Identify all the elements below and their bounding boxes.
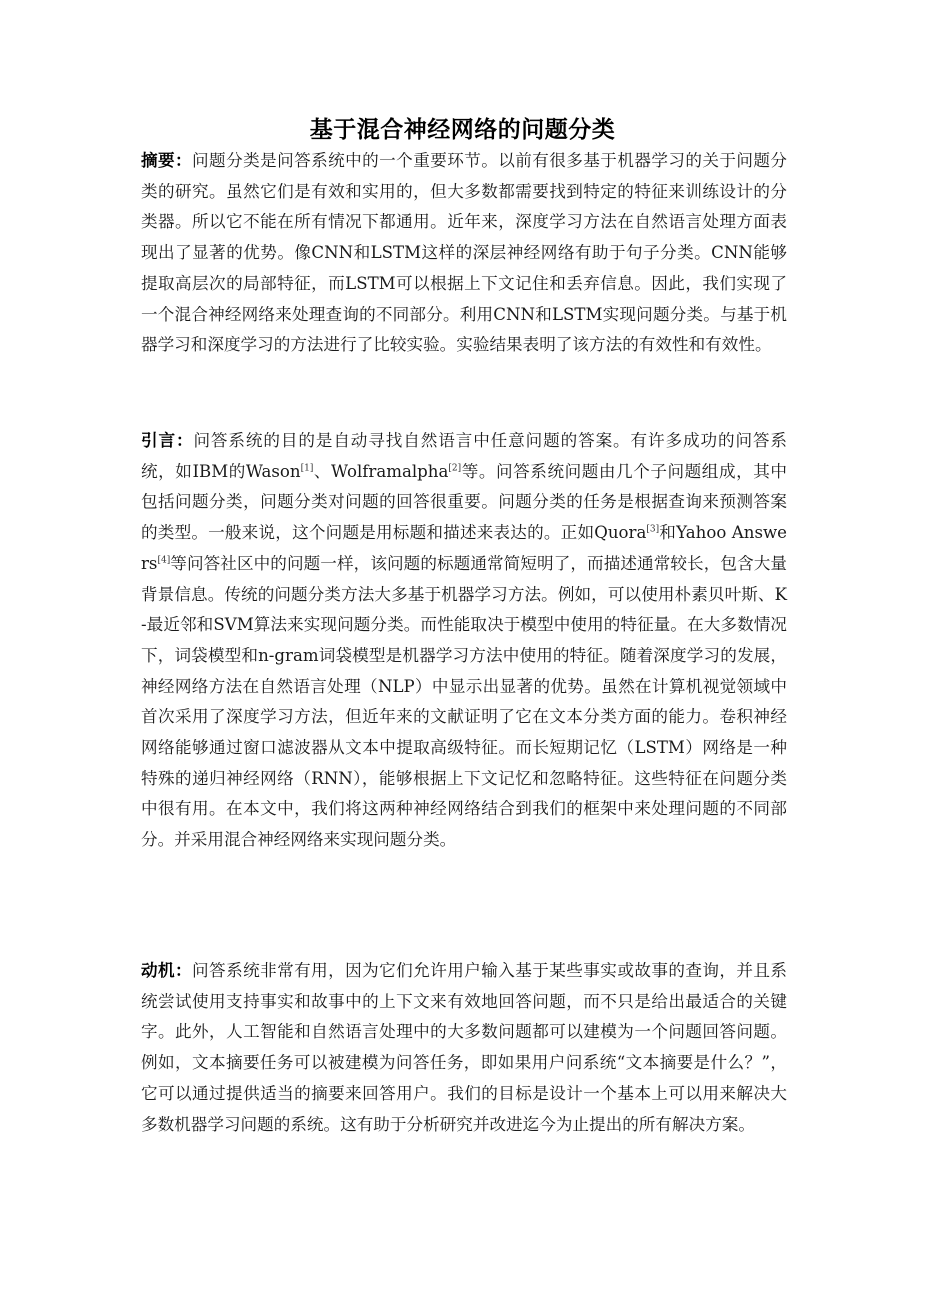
abstract-text: 问题分类是问答系统中的一个重要环节。以前有很多基于机器学习的关于问题分类的研究。虽然它们是有效和实用的，但大多数都需要找到特定的特征来训练设计的分类器。所以它不能在所有情况下都通用。近年来，深度学习方法在自然语言处理方面表现出了显著的优势。像CNN和LSTM这样的深层神经网络有助于句子分类。CNN能够提取高层次的局部特征，而LSTM可以根据上下文记住和丢弃信息。因此，我们实现了一个混合神经网络来处理查询的不同部分。利用CNN和LSTM实现问题分类。与基于机器学习和深度学习的方法进行了比较实验。实验结果表明了该方法的有效性和有效性。	[141, 151, 788, 355]
motivation-text: 问答系统非常有用，因为它们允许用户输入基于某些事实或故事的查询，并且系统尝试使用支持事实和故事中的上下文来有效地回答问题，而不只是给出最适合的关键字。此外，人工智能和自然语言处理中的大多数问题都可以建模为一个问题回答问题。例如，文本摘要任务可以被建模为问答任务，即如果用户问系统“文本摘要是什么？”，它可以通过提供适当的摘要来回答用户。我们的目标是设计一个基本上可以用来解决大多数机器学习问题的系统。这有助于分析研究并改进迄今为止提出的所有解决方案。	[141, 961, 788, 1134]
introduction-text-part-2: 、Wolframalpha	[313, 461, 449, 481]
introduction-text-part-1: 问答系统的目的是自动寻找自然语言中任意问题的答案。有许多成功的问答系统，如IBM的Wason	[141, 431, 788, 481]
citation-ref-1[interactable]: [1]	[300, 463, 314, 474]
citation-ref-2[interactable]: [2]	[448, 463, 462, 474]
paper-title: 基于混合神经网络的问题分类	[309, 117, 616, 143]
motivation-label: 动机	[141, 961, 176, 980]
citation-ref-3[interactable]: [3]	[646, 524, 660, 535]
abstract-colon: ：	[175, 151, 193, 170]
abstract-section	[141, 146, 787, 361]
introduction-label: 引言	[141, 431, 176, 450]
abstract-label: 摘要	[141, 151, 176, 170]
introduction-text-part-3: 等。问答系统问题由几个子问题组成，其中包括问题分类，问题分类对问题的回答很重要。问题分类的任务是根据查询来预测答案的类型。一般来说，这个问题是用标题和描述来表达的。正如Quora	[141, 461, 787, 543]
introduction-colon: ：	[175, 431, 194, 450]
motivation-section	[141, 956, 787, 1140]
motivation-colon: ：	[175, 961, 193, 980]
citation-ref-4[interactable]: [4]	[157, 555, 171, 566]
introduction-text-part-5: 等问答社区中的问题一样，该问题的标题通常简短明了，而描述通常较长，包含大量背景信息。传统的问题分类方法大多基于机器学习方法。例如，可以使用朴素贝叶斯、K-最近邻和SVM算法来实现问题分类。而性能取决于模型中使用的特征量。在大多数情况下，词袋模型和n-gram词袋模型是机器学习方法中使用的特征。随着深度学习的发展，神经网络方法在自然语言处理（NLP）中显示出显著的优势。虽然在计算机视觉领域中首次采用了深度学习方法，但近年来的文献证明了它在文本分类方面的能力。卷积神经网络能够通过窗口滤波器从文本中提取高级特征。而长短期记忆（LSTM）网络是一种特殊的递归神经网络（RNN），能够根据上下文记忆和忽略特征。这些特征在问题分类中很有用。在本文中，我们将这两种神经网络结合到我们的框架中来处理问题的不同部分。并采用混合神经网络来实现问题分类。	[141, 553, 787, 850]
introduction-text-part-4: 和Yahoo Answers	[141, 523, 787, 573]
introduction-section	[141, 426, 787, 856]
